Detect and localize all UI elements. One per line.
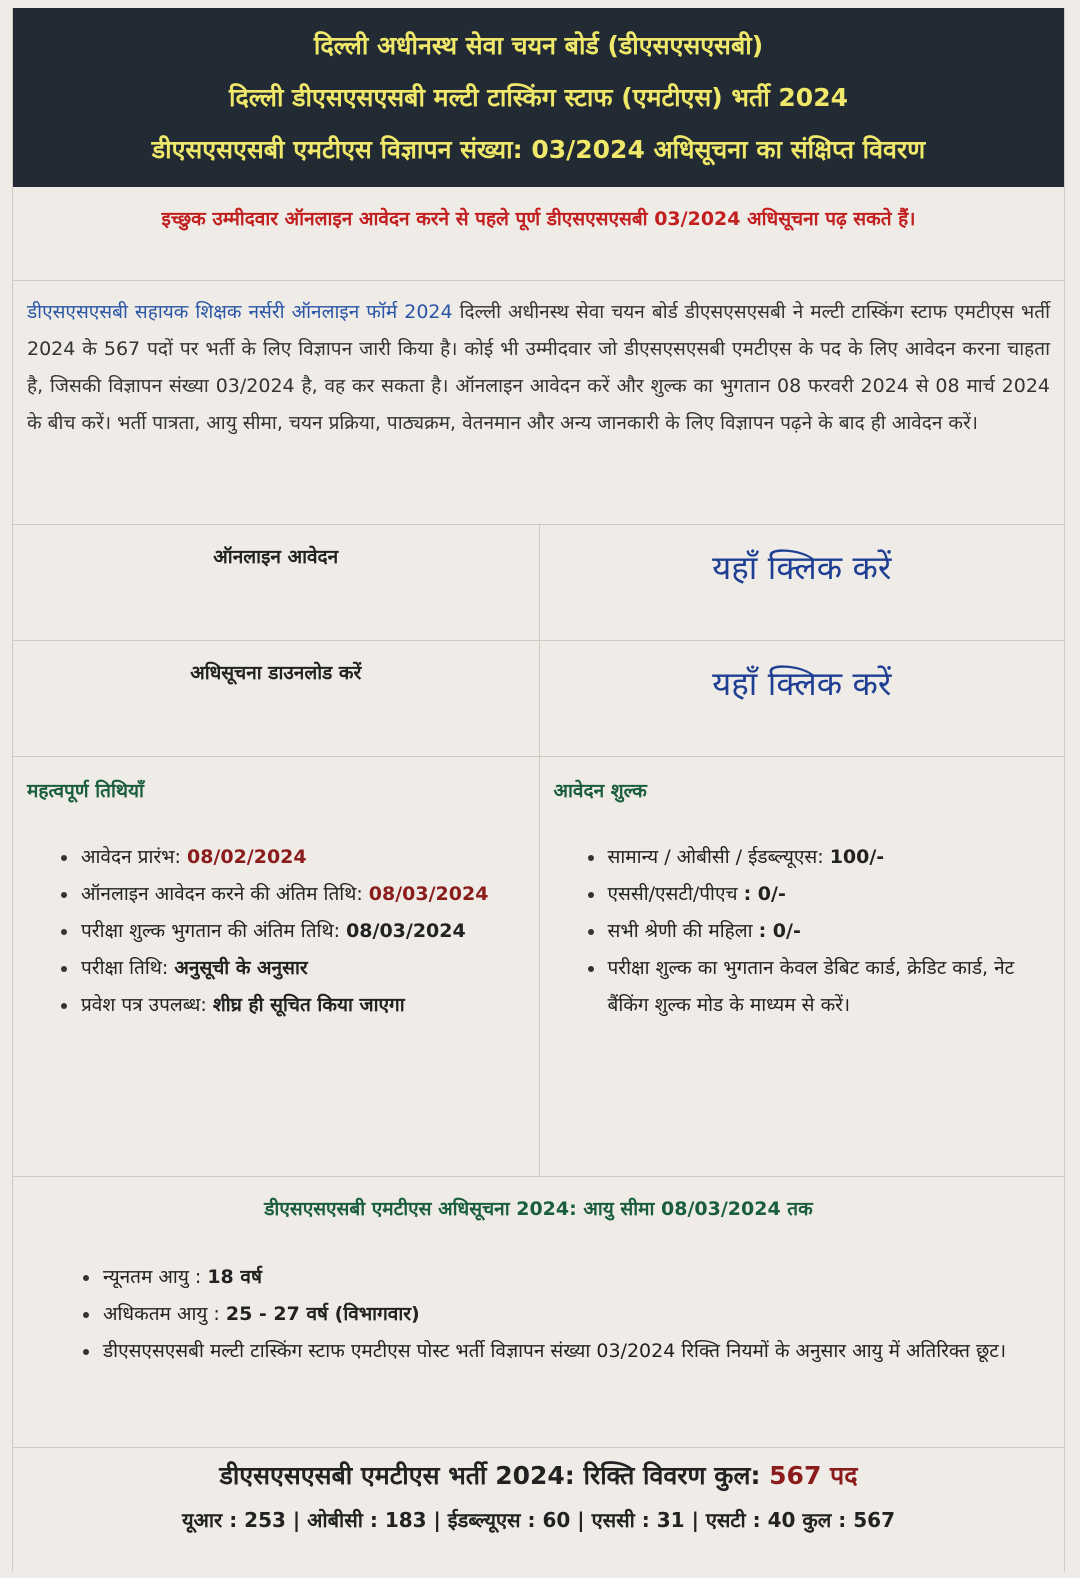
date-item-last-apply: ऑनलाइन आवेदन करने की अंतिम तिथि: 08/03/2024	[81, 876, 519, 913]
application-fee-title: आवेदन शुल्क	[553, 780, 647, 802]
fee-item-general: सामान्य / ओबीसी / ईडब्ल्यूएस: 100/-	[608, 839, 1045, 876]
notice-text: इच्छुक उम्मीदवार ऑनलाइन आवेदन करने से पहले पूर्ण डीएसएसएसबी 03/2024 अधिसूचना पढ़ सकते हैं।	[13, 187, 1064, 281]
date-item-start: आवेदन प्रारंभ: 08/02/2024	[81, 839, 519, 876]
date-item-fee-last: परीक्षा शुल्क भुगतान की अंतिम तिथि: 08/03/2024	[81, 913, 519, 950]
date-item-admit-card: प्रवेश पत्र उपलब्ध: शीघ्र ही सूचित किया जाएगा	[81, 987, 519, 1024]
online-apply-row	[13, 525, 1064, 641]
intro-paragraph	[13, 281, 1064, 525]
intro-related-link[interactable]: डीएसएसएसबी सहायक शिक्षक नर्सरी ऑनलाइन फॉर्म 2024	[27, 301, 453, 323]
important-dates-title: महत्वपूर्ण तिथियाँ	[27, 780, 144, 802]
age-limit-list	[13, 1221, 1064, 1370]
header-line-recruitment: दिल्ली डीएसएसएसबी मल्टी टास्किंग स्टाफ (एमटीएस) भर्ती 2024	[228, 83, 848, 112]
dates-fees-row	[13, 757, 1064, 1177]
online-apply-label: ऑनलाइन आवेदन	[213, 546, 339, 568]
fee-item-payment-mode: परीक्षा शुल्क का भुगतान केवल डेबिट कार्ड, क्रेडिट कार्ड, नेट बैंकिंग शुल्क मोड के माध्यम से करें।	[608, 950, 1045, 1024]
online-apply-link[interactable]: यहाँ क्लिक करें	[539, 525, 1065, 640]
vacancy-section	[13, 1448, 1064, 1572]
notification-download-label: अधिसूचना डाउनलोड करें	[190, 662, 362, 684]
application-fee-section	[539, 757, 1065, 1176]
vacancy-total: 567 पद	[769, 1461, 858, 1490]
header-line-board: दिल्ली अधीनस्थ सेवा चयन बोर्ड (डीएसएसएसबी)	[313, 31, 764, 60]
notification-download-row	[13, 641, 1064, 757]
date-item-exam: परीक्षा तिथि: अनुसूची के अनुसार	[81, 950, 519, 987]
notification-table	[12, 8, 1065, 1572]
intro-body: दिल्ली अधीनस्थ सेवा चयन बोर्ड डीएसएसएसबी ने मल्टी टास्किंग स्टाफ एमटीएस भर्ती 2024 के 567 पदों पर भर्ती के लिए विज्ञापन जारी किया है। कोई भी उम्मीदवार जो डीएसएसएसबी एमटीएस के पद के लिए आवेदन करना चाहता है, जिसकी विज्ञापन संख्या 03/2024 है, वह कर सकता है। ऑनलाइन आवेदन करें और शुल्क का भुगतान 08 फरवरी 2024 से 08 मार्च 2024 के बीच करें। भर्ती पात्रता, आयु सीमा, चयन प्रक्रिया, पाठ्यक्रम, वेतनमान और अन्य जानकारी के लिए विज्ञापन पढ़ने के बाद ही आवेदन करें।	[27, 301, 1050, 434]
age-item-relaxation: डीएसएसएसबी मल्टी टास्किंग स्टाफ एमटीएस पोस्ट भर्ती विज्ञापन संख्या 03/2024 रिक्ति नियमों के अनुसार आयु में अतिरिक्त छूट।	[103, 1333, 1034, 1370]
application-fee-list	[540, 803, 1065, 1024]
notification-download-link[interactable]: यहाँ क्लिक करें	[539, 641, 1065, 756]
fee-item-sc-st: एससी/एसटी/पीएच : 0/-	[608, 876, 1045, 913]
vacancy-breakdown: यूआर : 253 | ओबीसी : 183 | ईडब्ल्यूएस : 60 | एससी : 31 | एसटी : 40 कुल : 567	[182, 1508, 895, 1532]
fee-item-women: सभी श्रेणी की महिला : 0/-	[608, 913, 1045, 950]
header-banner	[13, 8, 1064, 187]
vacancy-title: डीएसएसएसबी एमटीएस भर्ती 2024: रिक्ति विवरण कुल: 567 पद	[219, 1461, 858, 1490]
age-item-min: न्यूनतम आयु : 18 वर्ष	[103, 1259, 1034, 1296]
important-dates-list	[13, 803, 539, 1024]
age-item-max: अधिकतम आयु : 25 - 27 वर्ष (विभागवार)	[103, 1296, 1034, 1333]
age-limit-section	[13, 1177, 1064, 1448]
important-dates-section	[13, 757, 539, 1176]
header-line-advertisement: डीएसएसएसबी एमटीएस विज्ञापन संख्या: 03/2024 अधिसूचना का संक्षिप्त विवरण	[151, 135, 926, 164]
age-limit-title: डीएसएसएसबी एमटीएस अधिसूचना 2024: आयु सीमा 08/03/2024 तक	[264, 1198, 813, 1220]
